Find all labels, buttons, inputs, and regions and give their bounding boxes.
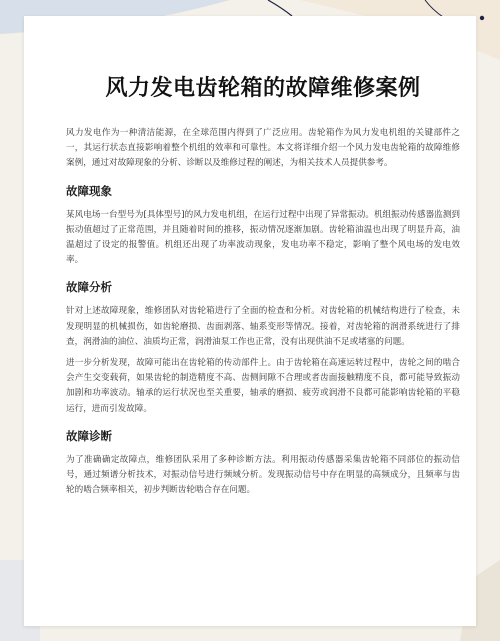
- section-paragraph: 针对上述故障现象，维修团队对齿轮箱进行了全面的检查和分析。对齿轮箱的机械结构进行了检查，未发现明显的机械损伤，如齿轮磨损、齿面剥落、轴系变形等情况。接着，对齿轮箱的润滑系统进行了排查，润滑油的油位、油质均正常，润滑油泵工作也正常，没有出现供油不足或堵塞的问题。: [66, 306, 460, 347]
- intro-paragraph: 风力发电作为一种清洁能源，在全球范围内得到了广泛应用。齿轮箱作为风力发电机组的关键部件之一，其运行状态直接影响着整个机组的效率和可靠性。本文将详细介绍一个风力发电齿轮箱的故障维修案例，通过对故障现象的分析、诊断以及维修过程的阐述，为相关技术人员提供参考。: [66, 128, 460, 169]
- document-page: [24, 16, 476, 626]
- section-paragraph: 某风电场一台型号为[具体型号]的风力发电机组，在运行过程中出现了异常振动。机组振动传感器监测到振动值超过了正常范围，并且随着时间的推移，振动情况逐渐加剧。齿轮箱油温也出现了明显升高，油温超过了设定的报警值。机组还出现了功率波动现象，发电功率不稳定，影响了整个风电场的发电效率。: [66, 209, 460, 266]
- article: [66, 74, 460, 504]
- section-paragraph: 进一步分析发现，故障可能出在齿轮箱的传动部件上。由于齿轮箱在高速运转过程中，齿轮之间的啮合会产生交变载荷，如果齿轮的制造精度不高、齿侧间隙不合理或者齿面接触精度不良，都可能导致振动加剧和功率波动。轴承的运行状况也至关重要，轴承的磨损、疲劳或润滑不良都可能影响齿轮箱的平稳运行，进而引发故障。: [66, 358, 460, 414]
- section-heading-fault-analysis: 故障分析: [66, 280, 112, 295]
- section-heading-fault-diagnosis: 故障诊断: [66, 428, 112, 443]
- article-title: 风力发电齿轮箱的故障维修案例: [105, 76, 421, 101]
- section-heading-fault-symptoms: 故障现象: [66, 183, 112, 198]
- section-paragraph: 为了准确确定故障点，维修团队采用了多种诊断方法。利用振动传感器采集齿轮箱不同部位的振动信号，通过频谱分析技术，对振动信号进行频域分析。发现振动信号中存在明显的高频成分，且频率与齿轮的啮合频率相关，初步判断齿轮啮合存在问题。: [66, 454, 460, 496]
